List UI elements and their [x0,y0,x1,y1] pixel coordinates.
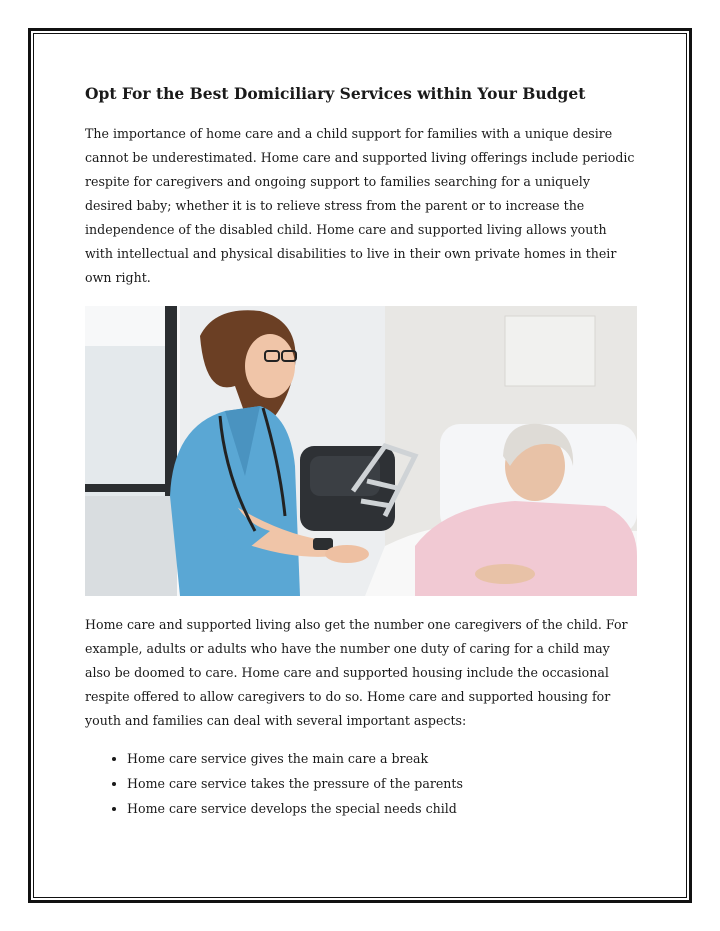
second-paragraph: Home care and supported living also get the number one caregivers of the child. For example, adults or adults who have the number one duty of caring for a child may also be doomed to care. Home care and supported housing include the occasional respite offered to allow caregivers to do so. Home care and supported housing for youth and families can deal with several important aspects: [85,617,628,728]
list-item: • Home care service develops the special needs child [127,796,637,821]
list-item: • Home care service takes the pressure of the parents [127,771,637,796]
document-body [85,80,637,821]
intro-paragraph: The importance of home care and a child support for families with a unique desire cannot be underestimated. Home care and supported living offerings include periodic respite for caregivers and ongoing support to families searching for a uniquely desired baby; whether it is to relieve stress from the parent or to increase the independence of the disabled child. Home care and supported living allows youth with intellectual and physical disabilities to live in their own private homes in their own right. [85,126,635,285]
nurse-patient-photo [85,306,637,596]
document-title: Opt For the Best Domiciliary Services within Your Budget [85,84,586,103]
benefit-list [85,746,637,821]
list-item: • Home care service gives the main care a break [127,746,637,771]
